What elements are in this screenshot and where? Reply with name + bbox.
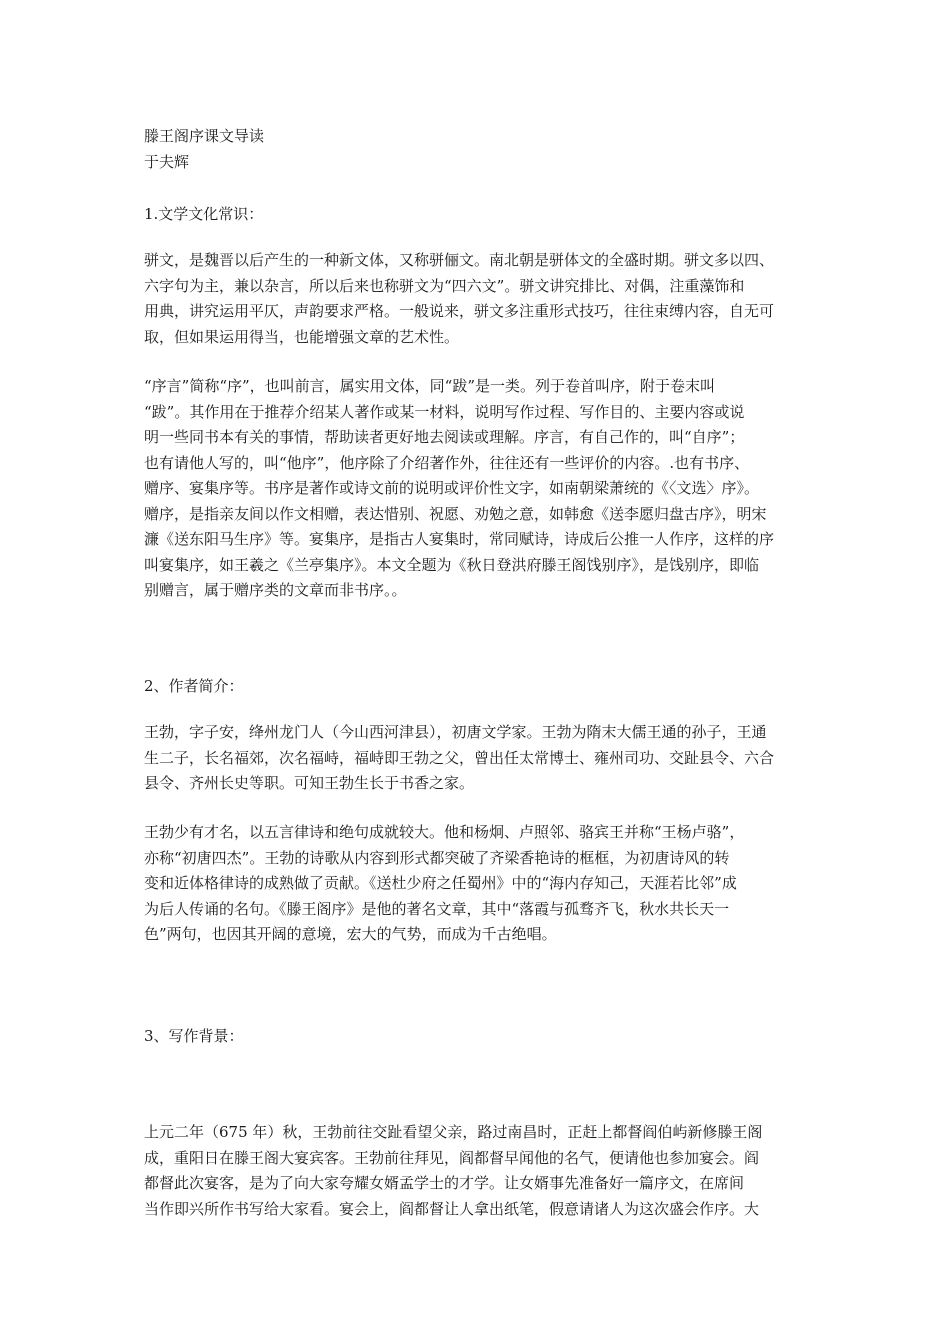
text-line: 上元二年（675 年）秋，王勃前往交趾看望父亲，路过南昌时，正赶上都督阎伯屿新修滕王阁 (144, 1123, 763, 1141)
text-line: 赠序，是指亲友间以作文相赠，表达惜别、祝愿、劝勉之意，如韩愈《送李愿归盘古序》，明宋 (144, 504, 767, 523)
text-line: 县令、齐州长史等职。可知王勃生长于书香之家。 (144, 774, 475, 792)
text-line: 赠序、宴集序等。书序是著作或诗文前的说明或评价性文字，如南朝梁萧统的《〈文选〉序》。 (144, 479, 760, 497)
paragraph-wangbo-bio (144, 720, 814, 797)
section-heading-background: 3、写作背景： (144, 1027, 244, 1045)
text-line: 都督此次宴客，是为了向大家夸耀女婿孟学士的才学。让女婿事先准备好一篇序文，在席间 (144, 1174, 745, 1192)
document-title: 滕王阁序课文导读 (144, 127, 265, 145)
section-heading-author-intro: 2、作者简介： (144, 677, 244, 695)
text-line: 生二子，长名福郊，次名福峙，福峙即王勃之父，曾出任太常博士、雍州司功、交趾县令、六合 (144, 748, 775, 767)
text-line: 为后人传诵的名句。《滕王阁序》是他的著名文章，其中“落霞与孤骛齐飞，秋水共长天一 (144, 899, 730, 918)
text-line: 亦称“初唐四杰”。王勃的诗歌从内容到形式都突破了齐梁香艳诗的框框，为初唐诗风的转 (144, 848, 730, 867)
text-line: 取，但如果运用得当，也能增强文章的艺术性。 (144, 327, 460, 346)
paragraph-background (144, 1120, 814, 1222)
text-line: 变和近体格律诗的成熟做了贡献。《送杜少府之任蜀州》中的“海内存知己，天涯若比邻”成 (144, 874, 737, 892)
text-line: 王勃少有才名，以五言律诗和绝句成就较大。他和杨炯、卢照邻、骆宾王并称“王杨卢骆”， (144, 823, 745, 841)
text-line: 明一些同书本有关的事情，帮助读者更好地去阅读或理解。序言，有自己作的，叫“自序”； (144, 428, 745, 446)
text-line: 当作即兴所作书写给大家看。宴会上，阎都督让人拿出纸笔，假意请诸人为这次盛会作序。大 (144, 1199, 760, 1218)
text-line: 濂《送东阳马生序》等。宴集序，是指古人宴集时，常同赋诗，诗成后公推一人作序，这样的序 (144, 530, 775, 548)
document-author: 于夫辉 (144, 153, 190, 171)
text-line: 骈文，是魏晋以后产生的一种新文体，又称骈俪文。南北朝是骈体文的全盛时期。骈文多以四、 (144, 251, 775, 269)
text-line: 六字句为主，兼以杂言，所以后来也称骈文为“四六文”。骈文讲究排比、对偶，注重藻饰和 (144, 276, 745, 295)
text-line: “序言”简称“序”，也叫前言，属实用文体，同“跋”是一类。列于卷首叫序，附于卷末叫 (144, 377, 716, 395)
text-line: 用典，讲究运用平仄，声韵要求严格。一般说来，骈文多注重形式技巧，往往束缚内容，自无可 (144, 302, 775, 320)
text-line: 别赠言，属于赠序类的文章而非书序。。 (144, 581, 407, 599)
text-line: 也有请他人写的，叫“他序”，他序除了介绍著作外，往往还有一些评价的内容。.也有书序、 (144, 453, 750, 472)
text-line: “跋”。其作用在于推荐介绍某人著作或某一材料，说明写作过程、写作目的、主要内容或说 (144, 402, 745, 421)
text-line: 叫宴集序，如王羲之《兰亭集序》。本文全题为《秋日登洪府滕王阁饯别序》，是饯别序，即临 (144, 555, 760, 574)
section-heading-literary-knowledge: 1.文学文化常识： (144, 205, 264, 223)
text-line: 色”两句，也因其开阔的意境，宏大的气势，而成为千古绝唱。 (144, 925, 557, 943)
text-line: 王勃，字子安，绛州龙门人（今山西河津县），初唐文学家。王勃为隋末大儒王通的孙子，王通 (144, 723, 767, 741)
text-line: 成，重阳日在滕王阁大宴宾客。王勃前往拜见，阎都督早闻他的名气，便请他也参加宴会。阎 (144, 1148, 760, 1167)
paragraph-preface (144, 374, 814, 604)
paragraph-wangbo-works (144, 820, 814, 948)
paragraph-pianwen (144, 248, 814, 350)
